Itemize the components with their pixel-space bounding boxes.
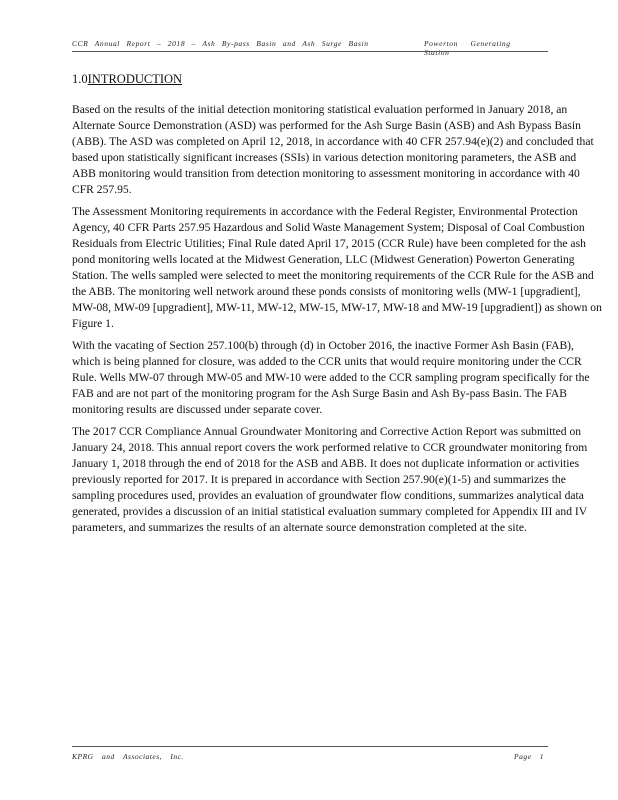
footer-company: KPRG and Associates, Inc. — [72, 752, 184, 761]
paragraph-asd: Based on the results of the initial detection monitoring statistical evaluation performed in January 2018, an Alternate Source Demonstration (ASD) was performed for the Ash Surge Basin (ASB) and Ash Bypass Basin (ABB). The ASD was completed on April 12, 2018, in accordance with 40 CFR 257.94(e)(2) and concluded that based upon statistically significant increases (SSIs) in various detection monitoring parameters, the ASB and ABB monitoring would transition from detection monitoring to assessment monitoring in accordance with 40 CFR 257.95. — [72, 103, 594, 196]
page-footer — [72, 752, 548, 766]
paragraph-assessment-monitoring: The Assessment Monitoring requirements in accordance with the Federal Register, Environmental Protection Agency, 40 CFR Parts 257.95 Hazardous and Solid Waste Management System; Disposal of Coal Combustion Residuals from Electric Utilities; Final Rule dated April 17, 2015 (CCR Rule) have been completed for the ash pond monitoring wells located at the Midwest Generation, LLC (Midwest Generation) Powerton Generating Station. The wells sampled were selected to meet the monitoring requirements of the CCR Rule for the ASB and the ABB. The monitoring well network around these ponds consists of monitoring wells (MW-1 [upgradient], MW-08, MW-09 [upgradient], MW-11, MW-12, MW-15, MW-17, MW-18 and MW-19 [upgradient]) as shown on Figure 1. — [72, 205, 602, 330]
header-report-title: CCR Annual Report – 2018 – Ash By-pass Basin and Ash Surge Basin — [72, 39, 369, 48]
header-divider — [72, 51, 548, 52]
section-heading — [72, 70, 602, 88]
page-header — [72, 37, 548, 57]
footer-divider — [72, 746, 548, 747]
page-number: Page 1 — [514, 752, 545, 761]
paragraph-annual-report: The 2017 CCR Compliance Annual Groundwater Monitoring and Corrective Action Report was submitted on January 24, 2018. This annual report covers the work performed relative to CCR groundwater monitoring from January 1, 2018 through the end of 2018 for the ASB and ABB. It does not duplicate information or activities previously reported for 2017. It is prepared in accordance with Section 257.90(e)(1-5) and summarizes the sampling procedures used, provides an evaluation of groundwater flow conditions, summarizes analytical data generated, provides a discussion of an initial statistical evaluation summary completed for Appendix III and IV parameters, and summarizes the results of an alternate source demonstration completed at the site. — [72, 425, 588, 534]
paragraph-former-ash-basin: With the vacating of Section 257.100(b) through (d) in October 2016, the inactive Former Ash Basin (FAB), which is being planned for closure, was added to the CCR units that would require monitoring under the CCR Rule. Wells MW-07 through MW-05 and MW-10 were added to the CCR sampling program specifically for the FAB and are not part of the monitoring program for the Ash Surge Basin and Ash By-pass Basin. The FAB monitoring results are discussed under separate cover. — [72, 339, 590, 416]
section-number: 1.0 — [72, 72, 88, 86]
document-body — [72, 70, 602, 542]
header-station-name: Powerton Generating Station — [424, 39, 511, 57]
section-title: INTRODUCTION — [87, 72, 183, 86]
